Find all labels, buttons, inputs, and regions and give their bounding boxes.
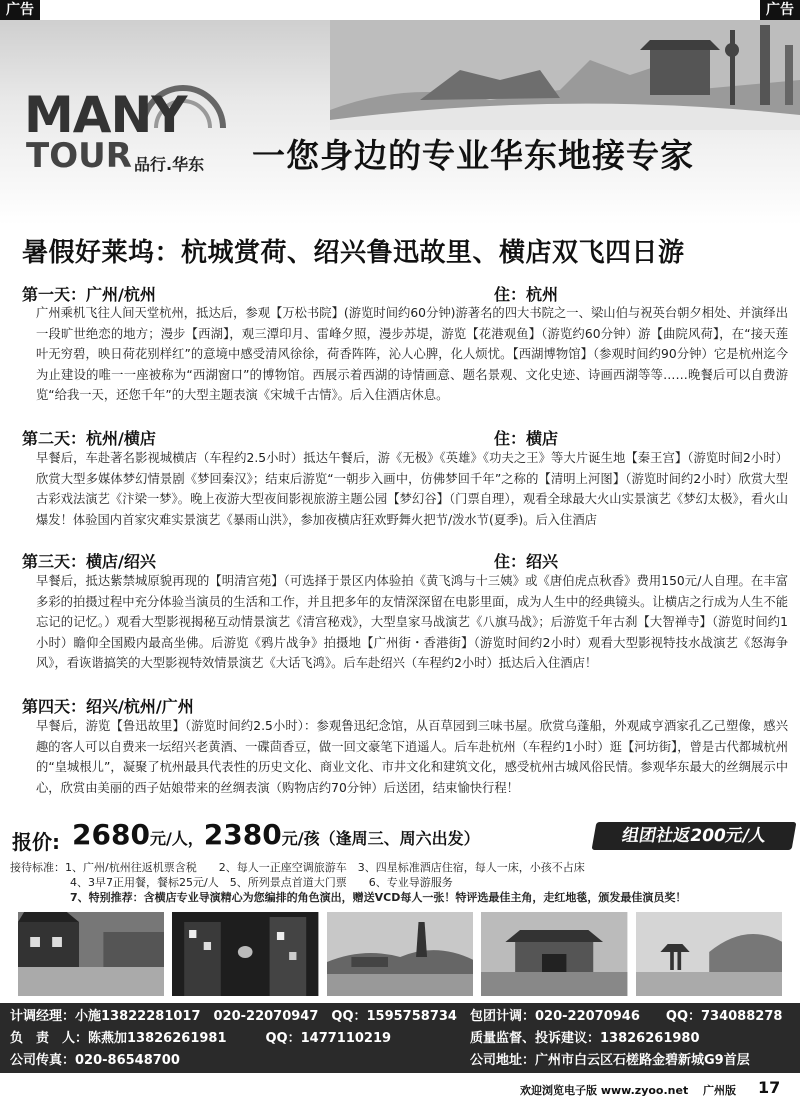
slogan: 一您身边的专业华东地接专家 [252, 136, 694, 175]
ad-label-left: 广告 [0, 0, 40, 20]
photo-night-street [172, 912, 318, 996]
tour-title: 暑假好莱坞：杭城赏荷、绍兴鲁迅故里、横店双飞四日游 [22, 238, 685, 268]
logo-brand-name: 品行.华东 [134, 155, 205, 174]
contact-quality: 质量监督、投诉建议：13826261980 [470, 1031, 700, 1046]
group-rebate-badge: 组团社返200元/人 [592, 822, 797, 850]
contact-group: 包团计调：020-22070946 QQ：734088278 [470, 1009, 783, 1024]
day1-heading: 第一天：广州/杭州 [22, 285, 156, 304]
header-banner [0, 20, 800, 225]
contact-bar [0, 1003, 800, 1073]
day2-stay: 住：横店 [494, 429, 559, 448]
child-price-unit: 元/孩（逢周三、周六出发） [281, 829, 480, 848]
day1-itinerary: 广州乘机飞往人间天堂杭州，抵达后，参观【万松书院】(游览时间约60分钟)游著名的四大书院之一、梁山伯与祝英台朝夕相处、并演绎出一段旷世绝恋的地方；漫步【西湖】，观三潭印月、雷峰夕照，漫步苏堤，游览【花港观鱼】（游览约60分钟）游【曲院风荷】，在“接天莲叶无穷碧，映日荷花别样红”的意境中感受清风徐徐，荷香阵阵，沁人心脾，化人烦忧。【西湖博物馆】（参观时间约90分钟）它是杭州迄今为止建设的唯一一座被称为“西湖窗口”的博物馆。西展示着西湖的诗情画意、题名景观、文化史迹、诗画西湖等等……晚餐后可以自费游览“给我一天，还您千年”的大型主题表演《宋城千古情》。后入住酒店休息。 [36, 306, 788, 402]
footer-site: 欢迎浏览电子版 www.zyoo.net 广州版 [520, 1084, 737, 1097]
contact-manager: 计调经理：小施13822281017 020-22070947 QQ：1595758734 [10, 1009, 457, 1024]
page-footer [0, 1076, 800, 1100]
logo-text-many: MANY [24, 86, 187, 144]
skyline-illustration [330, 20, 800, 130]
standards-line-2: 4、3早7正用餐，餐标25元/人 5、所列景点首道大门票 6、专业导游服务 [70, 876, 453, 889]
price-row [12, 818, 792, 854]
adult-price: 2680 [72, 818, 150, 851]
day2-heading: 第二天：杭州/横店 [22, 429, 156, 448]
day3-heading: 第三天：横店/绍兴 [22, 552, 156, 571]
price-values [72, 818, 480, 851]
contact-responsible: 负 责 人：陈燕加13826261981 QQ：1477110219 [10, 1031, 392, 1046]
contact-address: 公司地址：广州市白云区石槎路金碧新城G9首层 [470, 1053, 750, 1068]
photo-pagoda-lake [327, 912, 473, 996]
child-price: 2380 [203, 818, 282, 851]
standards-line-3: 7、特别推荐：含横店专业导演精心为您编排的角色演出，赠送VCD每人一张！特评选最佳主角，走红地毯，颁发最佳演员奖！ [70, 891, 687, 904]
company-logo [18, 86, 238, 180]
photo-water-town [18, 912, 164, 996]
adult-price-unit: 元/人， [149, 829, 204, 848]
logo-text-tour: TOUR [26, 136, 132, 176]
ad-label-right: 广告 [760, 0, 800, 20]
price-label: 报价: [12, 830, 60, 854]
page-number: 17 [758, 1078, 781, 1097]
day3-stay: 住：绍兴 [494, 552, 559, 571]
photo-palace-gate [481, 912, 627, 996]
photo-strip [18, 912, 782, 996]
day2-itinerary: 早餐后，车赴著名影视城横店（车程约2.5小时）抵达午餐后，游《无极》《英雄》《功夫之王》等大片诞生地【秦王宫】（游览时间2小时）欣赏大型多媒体梦幻情景剧《梦回秦汉》；结束后游览“一朝步入画中，仿佛梦回千年”之称的【清明上河图】（游览时间约2小时）欣赏大型古彩戏法演艺《汴梁一梦》。晚上夜游大型夜间影视旅游主题公园【梦幻谷】（门票自理），观看全球最大火山实景演艺《梦幻太极》，看火山爆发！体验国内首家灾难实景演艺《暴雨山洪》，参加夜横店狂欢野舞火把节/泼水节(夏季)。后入住酒店 [36, 451, 788, 527]
day3-itinerary: 早餐后，抵达紫禁城原貌再现的【明清宫苑】（可选择于景区内体验拍《黄飞鸿与十三姨》或《唐伯虎点秋香》费用150元/人自理。在丰富多彩的拍摄过程中充分体验当演员的生活和工作，并且把多年的友情深深留在电影里面，成为人生中的经典镜头。让横店之行成为人生不能忘记的记忆。）观看大型影视揭秘互动情景演艺《清宫秘戏》，大型皇家马战演艺《八旗马战》；后游览千年古刹【大智禅寺】（游览时间约1小时）瞻仰全国殿内最高坐佛。后游览《鸦片战争》拍摄地【广州街・香港街】（游览时间约2小时）观看大型影视特技水战演艺《怒海争风》，看诙谐搞笑的大型影视特效情景演艺《大话飞鸿》。后车赴绍兴（车程约2小时）抵达后入住酒店！ [36, 574, 788, 670]
day4-itinerary: 早餐后，游览【鲁迅故里】（游览时间约2.5小时）：参观鲁迅纪念馆，从百草园到三味书屋。欣赏乌蓬船，外观咸亨酒家孔乙己塑像，感兴趣的客人可以自费来一坛绍兴老黄酒、一碟茴香豆，做一回文豪笔下逍遥人。后车赴杭州（车程约1小时）逛【河坊街】，曾是古代都城杭州的“皇城根儿”，凝聚了杭州最具代表性的历史文化、商业文化、市井文化和建筑文化，感受杭州古城风俗民情。参观华东最大的丝绸展示中心，欣赏由美丽的西子姑娘带来的丝绸表演（购物店约70分钟）后送团，结束愉快行程！ [36, 719, 788, 795]
standards-line-1: 接待标准：1、广州/杭州往返机票含税 2、每人一正座空调旅游车 3、四星标准酒店住宿，每人一床，小孩不占床 [10, 861, 585, 874]
day4-heading: 第四天：绍兴/杭州/广州 [22, 697, 194, 716]
contact-fax: 公司传真：020-86548700 [10, 1053, 180, 1068]
photo-lake-pavilion [636, 912, 782, 996]
day1-stay: 住：杭州 [494, 285, 559, 304]
